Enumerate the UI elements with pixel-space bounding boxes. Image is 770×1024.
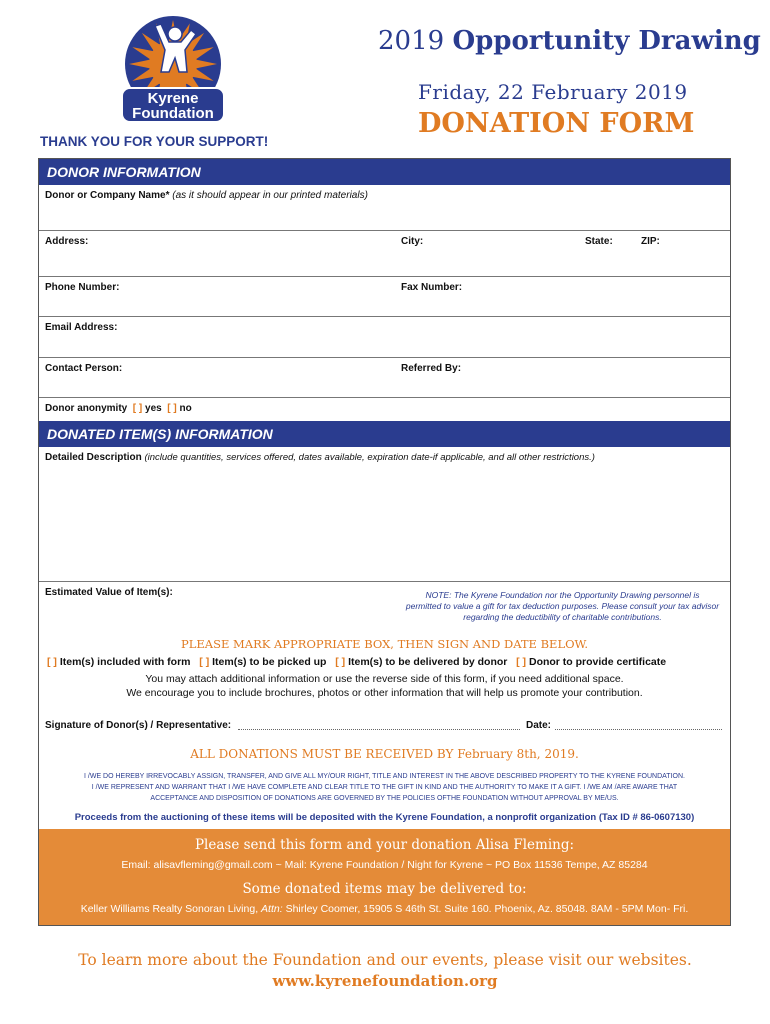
anonymity-label: Donor anonymity — [45, 403, 128, 414]
phone-field[interactable] — [39, 276, 395, 316]
date-label: Date: — [526, 720, 552, 731]
event-title — [378, 26, 761, 56]
donation-form — [38, 158, 731, 926]
donor-name-field[interactable] — [39, 185, 730, 230]
mark-box-heading: PLEASE MARK APPROPRIATE BOX, THEN SIGN AND DATE BELOW. — [181, 637, 588, 651]
deadline-text: ALL DONATIONS MUST BE RECEIVED BY February 8th, 2019. — [190, 747, 579, 761]
anonymity-row — [39, 397, 730, 421]
email-field[interactable] — [39, 316, 730, 357]
anonymity-yes-label: yes — [145, 403, 162, 414]
picked-up-checkbox[interactable]: [ ] — [199, 656, 210, 668]
signature-label: Signature of Donor(s) / Representative: — [45, 720, 232, 731]
delivery-address-attn: Attn: — [261, 903, 283, 915]
date-line[interactable] — [555, 729, 722, 730]
address-field[interactable] — [39, 230, 395, 276]
encourage-info-text: We encourage you to include brochures, photos or other information that will help us promote your contribution. — [126, 687, 643, 699]
city-field[interactable] — [395, 230, 579, 276]
event-date: Friday, 22 February 2019 — [418, 80, 688, 104]
included-checkbox[interactable]: [ ] — [47, 656, 57, 668]
delivery-options — [47, 656, 727, 668]
referred-by-field[interactable] — [395, 357, 730, 397]
delivery-address-details: Shirley Coomer, 15905 S 46th St. Suite 160. Phoenix, Az. 85048. 8AM - 5PM Mon- Fri. — [285, 903, 689, 915]
description-label: Detailed Description — [45, 452, 142, 463]
tax-note-line-3: regarding the deductibility of charitable contributions. — [463, 612, 662, 622]
fax-label: Fax Number: — [401, 282, 463, 293]
contact-person-field[interactable] — [39, 357, 395, 397]
fax-field[interactable] — [395, 276, 730, 316]
send-contact: Email: alisavfleming@gmail.com ~ Mail: Kyrene Foundation / Night for Kyrene ~ PO Box 11536 Tempe, AZ 85284 — [121, 859, 648, 871]
kyrene-foundation-logo — [118, 14, 228, 126]
title-name: Opportunity Drawing — [452, 26, 761, 56]
certificate-checkbox[interactable]: [ ] — [516, 656, 527, 668]
anonymity-yes-checkbox[interactable]: [ ] — [132, 403, 143, 414]
donor-name-hint: (as it should appear in our printed materials) — [172, 190, 368, 201]
legal-line-1: I /WE DO HEREBY IRREVOCABLY ASSIGN, TRANSFER, AND GIVE ALL MY/OUR RIGHT, TITLE AND INTEREST IN THE ABOVE DESCRIBED PROPERTY TO THE KYRENE FOUNDATION. — [84, 773, 685, 780]
legal-line-2: I /WE REPRESENT AND WARRANT THAT I /WE HAVE COMPLETE AND CLEAR TITLE TO THE GIFT IN KIND AND THE AUTHORITY TO MAKE IT A GIFT. I /WE AM /ARE AWARE THAT — [91, 784, 678, 791]
estimated-value-field[interactable] — [39, 581, 395, 625]
address-label: Address: — [45, 236, 89, 247]
state-label: State: — [585, 236, 613, 247]
legal-line-3: ACCEPTANCE AND DISPOSITION OF DONATIONS ARE GOVERNED BY THE POLICIES OFTHE FOUNDATION WITHOUT APPROVAL BY ME/US. — [150, 795, 619, 802]
website-link[interactable]: www.kyrenefoundation.org — [272, 972, 498, 990]
anonymity-no-label: no — [179, 403, 192, 414]
proceeds-text: Proceeds from the auctioning of these items will be deposited with the Kyrene Foundation, a nonprofit organization (Tax ID # 86-0607130) — [74, 812, 695, 823]
city-label: City: — [401, 236, 424, 247]
picked-up-label: Item(s) to be picked up — [212, 656, 327, 668]
contact-person-label: Contact Person: — [45, 363, 123, 374]
delivery-address-company: Keller Williams Realty Sonoran Living, — [80, 903, 259, 915]
anonymity-no-checkbox[interactable]: [ ] — [167, 403, 177, 414]
item-description-field[interactable] — [39, 447, 730, 581]
footer-text: To learn more about the Foundation and our events, please visit our websites. — [78, 951, 692, 969]
referred-by-label: Referred By: — [401, 363, 462, 374]
signature-line[interactable] — [238, 729, 520, 730]
donor-section-header: DONOR INFORMATION — [39, 159, 730, 185]
state-field[interactable] — [579, 230, 635, 276]
tax-note — [395, 581, 730, 625]
logo-text-kyrene: Kyrene — [147, 90, 199, 107]
title-year: 2019 — [378, 26, 445, 56]
attach-info-text: You may attach additional information or use the reverse side of this form, if you need additional space. — [145, 673, 624, 685]
donor-name-label: Donor or Company Name* — [45, 190, 170, 201]
included-label: Item(s) included with form — [59, 656, 191, 668]
zip-label: ZIP: — [641, 236, 660, 247]
email-label: Email Address: — [45, 322, 118, 333]
thank-you-text: THANK YOU FOR YOUR SUPPORT! — [40, 134, 269, 149]
tax-note-line-1: NOTE: The Kyrene Foundation nor the Opportunity Drawing personnel is — [425, 590, 700, 600]
tax-note-line-2: permitted to value a gift for tax deduction purposes. Please consult your tax advisor — [405, 601, 720, 611]
delivered-label: Item(s) to be delivered by donor — [348, 656, 508, 668]
zip-field[interactable] — [635, 230, 730, 276]
logo-text-foundation: Foundation — [132, 105, 214, 122]
delivery-address — [39, 903, 730, 915]
delivered-checkbox[interactable]: [ ] — [335, 656, 346, 668]
estimated-value-label: Estimated Value of Item(s): — [45, 587, 173, 598]
items-section-header: DONATED ITEM(S) INFORMATION — [39, 421, 730, 447]
delivery-heading: Some donated items may be delivered to: — [242, 881, 527, 897]
send-heading: Please send this form and your donation Alisa Fleming: — [194, 837, 575, 853]
phone-label: Phone Number: — [45, 282, 120, 293]
form-title: DONATION FORM — [418, 108, 695, 139]
description-hint: (include quantities, services offered, dates available, expiration date-if applicable, and all other restrictions.) — [144, 452, 595, 463]
send-info-box — [39, 829, 730, 925]
certificate-label: Donor to provide certificate — [528, 656, 667, 668]
